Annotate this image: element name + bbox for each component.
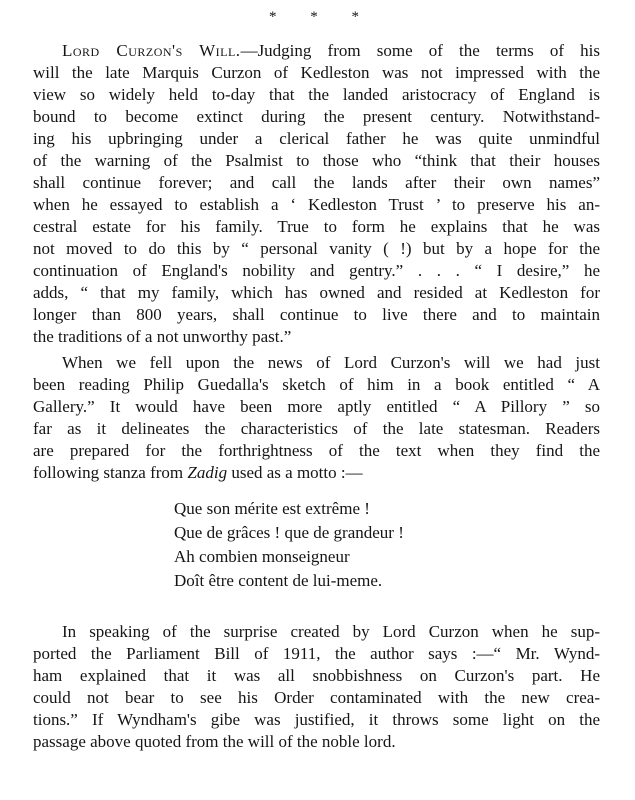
paragraph-line: not moved to do this by “ personal vanity ( !) but by a hope for the: [33, 239, 600, 258]
paragraph-line: the traditions of a not unworthy past.”: [33, 327, 292, 346]
paragraph-line: adds, “ that my family, which has owned and resided at Kedleston for: [33, 283, 600, 302]
paragraph-line: could not bear to see his Order contaminated with the new crea-: [33, 688, 600, 707]
verse-line: Que son mérite est extrême !: [174, 499, 370, 518]
paragraph-line: will the late Marquis Curzon of Kedleston was not impressed with the: [33, 63, 600, 82]
paragraph-line: far as it delineates the characteristics of the late statesman. Readers: [33, 419, 600, 438]
paragraph-line: been reading Philip Guedalla's sketch of him in a book entitled “ A: [33, 375, 600, 394]
paragraph-line: bound to become extinct during the present century. Notwithstand-: [33, 107, 600, 126]
paragraph-line: passage above quoted from the will of the noble lord.: [33, 732, 396, 751]
paragraph-line: shall continue forever; and call the lands after their own names”: [33, 173, 600, 192]
paragraph-line: cestral estate for his family. True to form he explains that he was: [33, 217, 600, 236]
book-title: Zadig: [187, 463, 228, 482]
paragraph-line: continuation of England's nobility and gentry.” . . . “ I desire,” he: [33, 261, 600, 280]
paragraph-line: view so widely held to-day that the landed aristocracy of England is: [33, 85, 600, 104]
section-heading: Lord Curzon's Will.: [62, 41, 241, 60]
paragraph-line: of the warning of the Psalmist to those who “think that their houses: [33, 151, 600, 170]
verse-line: Ah combien monseigneur: [174, 547, 350, 566]
paragraph-line: Gallery.” It would have been more aptly entitled “ A Pillory ” so: [33, 397, 600, 416]
paragraph-line: ham explained that it was all snobbishness on Curzon's part. He: [33, 666, 600, 685]
section-separator: * * *: [269, 9, 374, 25]
paragraph-line: when he essayed to establish a ‘ Kedleston Trust ’ to preserve his an-: [33, 195, 600, 214]
paragraph-line: longer than 800 years, shall continue to live there and to maintain: [33, 305, 600, 324]
paragraph-line: In speaking of the surprise created by Lord Curzon when he sup-: [62, 622, 600, 641]
paragraph-line: Lord Curzon's Will.—Judging from some of the terms of his: [62, 41, 601, 60]
paragraph-line: following stanza from Zadig used as a motto :—: [33, 463, 363, 482]
paragraph-line: are prepared for the forthrightness of the text when they find the: [33, 441, 600, 460]
paragraph-line: tions.” If Wyndham's gibe was justified, it throws some light on the: [33, 710, 600, 729]
paragraph-line: ing his upbringing under a clerical father he was quite unmindful: [33, 129, 600, 148]
verse-line: Que de grâces ! que de grandeur !: [174, 523, 404, 542]
paragraph-line: ported the Parliament Bill of 1911, the author says :—“ Mr. Wynd-: [33, 644, 600, 663]
verse-line: Doît être content de lui-meme.: [174, 571, 383, 590]
paragraph-line: When we fell upon the news of Lord Curzon's will we had just: [62, 353, 600, 372]
